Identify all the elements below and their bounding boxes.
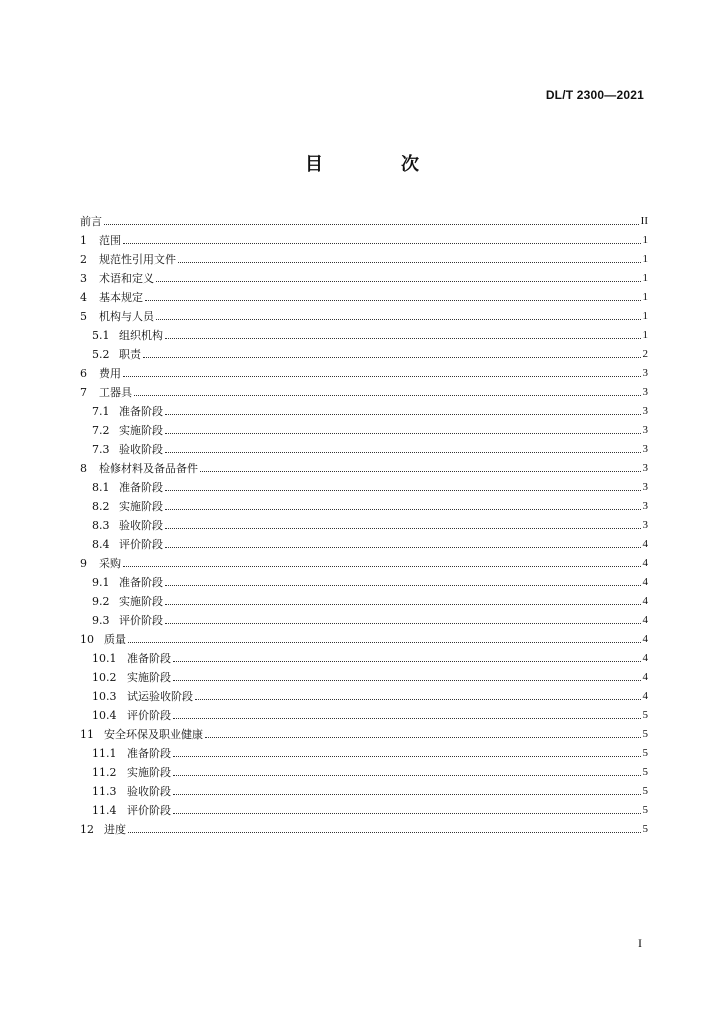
toc-entry-number: 6	[80, 367, 87, 380]
toc-entry-title: 准备阶段	[119, 481, 163, 494]
toc-entry-page: 4	[642, 538, 648, 550]
toc-entry-title: 进度	[104, 823, 126, 836]
toc-entry-number: 8.4	[92, 538, 110, 551]
toc-entry-page: 5	[642, 766, 648, 778]
toc-entry-page: 5	[642, 709, 648, 721]
toc-dot-leader	[128, 832, 641, 833]
toc-entry[interactable]	[80, 285, 648, 304]
toc-entry[interactable]	[80, 817, 648, 836]
standard-code: DL/T 2300—2021	[545, 88, 644, 102]
toc-entry-number: 9.3	[92, 614, 110, 627]
toc-dot-leader	[123, 243, 641, 244]
toc-entry-number: 9	[80, 557, 87, 570]
toc-entry-page: 5	[642, 785, 648, 797]
toc-entry-page: 3	[642, 405, 648, 417]
toc-entry-page: 4	[642, 690, 648, 702]
toc-entry[interactable]	[80, 722, 648, 741]
table-of-contents	[80, 209, 648, 836]
toc-entry-page: 1	[642, 272, 648, 284]
toc-entry[interactable]	[80, 475, 648, 494]
toc-entry-number: 10.2	[92, 671, 117, 684]
toc-entry-number: 5	[80, 310, 87, 323]
toc-entry-number: 8.2	[92, 500, 110, 513]
toc-entry-number: 3	[80, 272, 87, 285]
toc-entry[interactable]	[80, 342, 648, 361]
toc-dot-leader	[165, 452, 641, 453]
toc-entry-page: 3	[642, 519, 648, 531]
toc-entry[interactable]	[80, 247, 648, 266]
toc-entry-number: 12	[80, 823, 94, 836]
toc-dot-leader	[156, 281, 641, 282]
toc-entry-title: 评价阶段	[119, 614, 163, 627]
toc-entry-page: 5	[642, 804, 648, 816]
toc-entry-number: 11	[80, 728, 94, 741]
toc-dot-leader	[165, 547, 641, 548]
toc-entry[interactable]	[80, 456, 648, 475]
toc-entry[interactable]	[80, 779, 648, 798]
toc-entry-page: 2	[642, 348, 648, 360]
toc-entry-page: 3	[642, 443, 648, 455]
toc-entry-number: 10	[80, 633, 94, 646]
toc-entry[interactable]	[80, 798, 648, 817]
toc-entry[interactable]	[80, 646, 648, 665]
toc-dot-leader	[134, 395, 641, 396]
toc-entry-title: 职责	[119, 348, 141, 361]
toc-entry-number: 5.1	[92, 329, 110, 342]
toc-entry-title: 采购	[99, 557, 121, 570]
toc-entry-title: 实施阶段	[119, 424, 163, 437]
toc-entry-number: 1	[80, 234, 87, 247]
toc-entry-title: 机构与人员	[99, 310, 154, 323]
toc-entry-number: 7.3	[92, 443, 110, 456]
toc-dot-leader	[173, 813, 641, 814]
toc-entry-title: 试运验收阶段	[127, 690, 193, 703]
toc-entry-title: 评价阶段	[127, 709, 171, 722]
toc-dot-leader	[165, 490, 641, 491]
toc-entry-title: 规范性引用文件	[99, 253, 176, 266]
toc-entry-title: 评价阶段	[127, 804, 171, 817]
toc-entry[interactable]	[80, 703, 648, 722]
toc-dot-leader	[173, 775, 641, 776]
toc-entry-page: 4	[642, 652, 648, 664]
toc-entry-title: 基本规定	[99, 291, 143, 304]
toc-entry-title: 组织机构	[119, 329, 163, 342]
toc-entry[interactable]	[80, 627, 648, 646]
toc-dot-leader	[173, 661, 641, 662]
toc-entry-number: 11.2	[92, 766, 117, 779]
page-number: I	[638, 936, 642, 950]
toc-entry-title: 准备阶段	[127, 652, 171, 665]
toc-entry-number: 7	[80, 386, 87, 399]
toc-entry[interactable]	[80, 323, 648, 342]
toc-dot-leader	[165, 433, 641, 434]
toc-entry-page: 5	[642, 747, 648, 759]
toc-dot-leader	[123, 376, 641, 377]
toc-entry[interactable]	[80, 361, 648, 380]
toc-entry-page: 4	[642, 595, 648, 607]
toc-entry[interactable]	[80, 513, 648, 532]
toc-entry-page: 5	[642, 823, 648, 835]
toc-entry-title: 验收阶段	[119, 443, 163, 456]
toc-entry-page: 1	[642, 234, 648, 246]
toc-dot-leader	[173, 794, 641, 795]
toc-entry-title: 实施阶段	[127, 766, 171, 779]
toc-entry-number: 7.2	[92, 424, 110, 437]
toc-entry-page: 1	[642, 291, 648, 303]
toc-entry[interactable]	[80, 209, 648, 228]
toc-entry-title: 实施阶段	[119, 595, 163, 608]
toc-entry[interactable]	[80, 589, 648, 608]
toc-entry-number: 8.3	[92, 519, 110, 532]
toc-dot-leader	[173, 756, 641, 757]
toc-entry[interactable]	[80, 437, 648, 456]
toc-entry-page: 5	[642, 728, 648, 740]
toc-entry-number: 11.4	[92, 804, 117, 817]
toc-entry-number: 5.2	[92, 348, 110, 361]
toc-entry[interactable]	[80, 494, 648, 513]
toc-dot-leader	[205, 737, 641, 738]
toc-entry-page: 3	[642, 500, 648, 512]
toc-dot-leader	[123, 566, 641, 567]
toc-entry[interactable]	[80, 608, 648, 627]
toc-entry[interactable]	[80, 266, 648, 285]
toc-entry-number: 8.1	[92, 481, 110, 494]
toc-dot-leader	[165, 338, 641, 339]
toc-dot-leader	[165, 585, 641, 586]
toc-entry-title: 准备阶段	[119, 405, 163, 418]
toc-entry-title: 质量	[104, 633, 126, 646]
toc-dot-leader	[173, 718, 641, 719]
toc-entry-page: 1	[642, 310, 648, 322]
toc-entry-number: 2	[80, 253, 87, 266]
toc-entry-number: 8	[80, 462, 87, 475]
toc-entry-title: 实施阶段	[127, 671, 171, 684]
toc-entry-number: 11.3	[92, 785, 117, 798]
toc-entry-title: 范围	[99, 234, 121, 247]
toc-entry-title: 术语和定义	[99, 272, 154, 285]
toc-entry-number: 9.1	[92, 576, 110, 589]
toc-entry-number: 4	[80, 291, 87, 304]
toc-entry[interactable]	[80, 684, 648, 703]
toc-dot-leader	[143, 357, 641, 358]
toc-dot-leader	[165, 414, 641, 415]
toc-dot-leader	[156, 319, 641, 320]
toc-entry-number: 10.1	[92, 652, 117, 665]
toc-entry-number: 10.4	[92, 709, 117, 722]
toc-dot-leader	[195, 699, 641, 700]
page-title: 目 次	[305, 154, 449, 175]
toc-dot-leader	[145, 300, 641, 301]
toc-entry-title: 实施阶段	[119, 500, 163, 513]
toc-entry-title: 费用	[99, 367, 121, 380]
toc-dot-leader	[104, 224, 639, 225]
toc-entry-title: 准备阶段	[127, 747, 171, 760]
toc-entry-title: 工器具	[99, 386, 132, 399]
toc-entry[interactable]	[80, 741, 648, 760]
toc-entry-number: 9.2	[92, 595, 110, 608]
toc-entry-page: 1	[642, 329, 648, 341]
toc-dot-leader	[128, 642, 641, 643]
toc-entry-number: 10.3	[92, 690, 117, 703]
toc-entry-page: 3	[642, 481, 648, 493]
toc-entry[interactable]	[80, 551, 648, 570]
toc-dot-leader	[165, 509, 641, 510]
toc-dot-leader	[173, 680, 641, 681]
toc-entry-page: 3	[642, 424, 648, 436]
toc-entry-number: 7.1	[92, 405, 110, 418]
toc-entry-number: 11.1	[92, 747, 117, 760]
toc-entry[interactable]	[80, 304, 648, 323]
toc-entry-title: 准备阶段	[119, 576, 163, 589]
toc-dot-leader	[200, 471, 641, 472]
toc-entry-title: 评价阶段	[119, 538, 163, 551]
toc-entry-page: 4	[642, 557, 648, 569]
toc-entry-page: 3	[642, 462, 648, 474]
toc-entry-title: 前言	[80, 215, 102, 228]
toc-entry[interactable]	[80, 228, 648, 247]
toc-entry-page: 4	[642, 614, 648, 626]
toc-dot-leader	[165, 528, 641, 529]
toc-entry-title: 安全环保及职业健康	[104, 728, 203, 741]
toc-entry[interactable]	[80, 570, 648, 589]
toc-entry-page: 4	[642, 671, 648, 683]
toc-entry[interactable]	[80, 760, 648, 779]
toc-entry[interactable]	[80, 532, 648, 551]
toc-entry-page: 4	[642, 576, 648, 588]
toc-entry-page: 1	[642, 253, 648, 265]
toc-entry[interactable]	[80, 399, 648, 418]
toc-entry-page: II	[640, 215, 648, 227]
toc-dot-leader	[165, 604, 641, 605]
toc-entry-title: 验收阶段	[119, 519, 163, 532]
toc-entry[interactable]	[80, 665, 648, 684]
toc-entry-page: 3	[642, 386, 648, 398]
toc-entry-page: 4	[642, 633, 648, 645]
toc-entry[interactable]	[80, 418, 648, 437]
toc-entry-title: 验收阶段	[127, 785, 171, 798]
toc-dot-leader	[178, 262, 641, 263]
toc-dot-leader	[165, 623, 641, 624]
toc-entry[interactable]	[80, 380, 648, 399]
toc-entry-title: 检修材料及备品备件	[99, 462, 198, 475]
toc-entry-page: 3	[642, 367, 648, 379]
